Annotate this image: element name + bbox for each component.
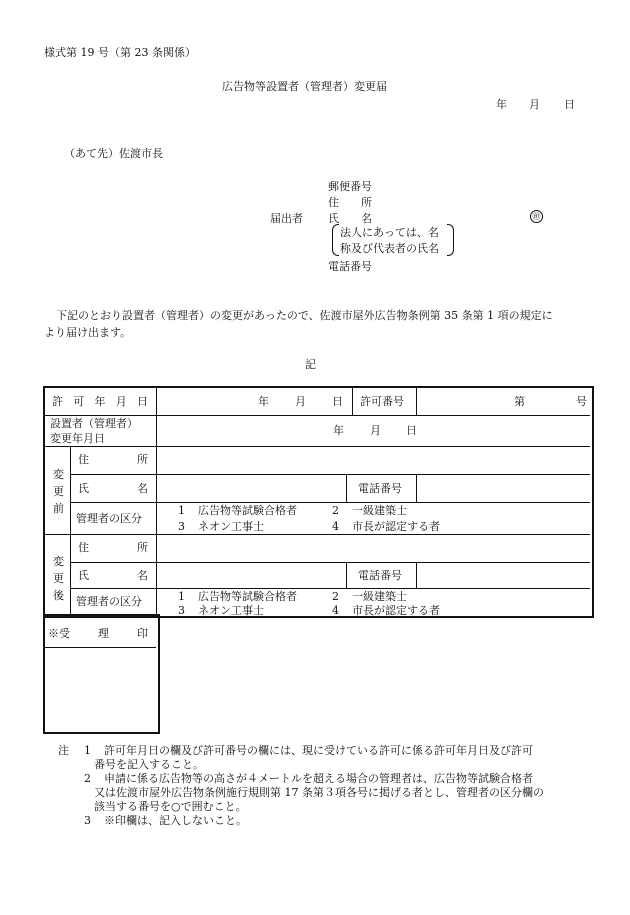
- note-2-line2: 又は佐渡市屋外広告物条例施行規則第 17 条第３項各号に掲げる者とし、管理者の区分欄の: [94, 786, 544, 799]
- after-cat-3-text: ネオン工事士: [198, 604, 264, 617]
- phone-label: 電話番号: [328, 260, 372, 273]
- permit-day: 日: [332, 395, 343, 408]
- before-cat-1-text: 広告物等試験合格者: [198, 504, 297, 517]
- corp-note-line1: 法人にあっては、名: [340, 226, 439, 239]
- bracket-right: [447, 224, 454, 256]
- note-3-num: 3: [84, 814, 91, 827]
- corp-note-line2: 称及び代表者の氏名: [340, 242, 439, 255]
- permit-number-label: 許可番号: [360, 395, 404, 408]
- note-2-line1: 申請に係る広告物等の高さが４メートルを超える場合の管理者は、広告物等試験合格者: [104, 772, 533, 785]
- before-cat-2-text: 一級建築士: [352, 504, 407, 517]
- after-cat-3-num: 3: [178, 604, 185, 617]
- note-2-line3: 該当する番号を○で囲むこと。: [94, 800, 247, 813]
- after-cat-2-num: 2: [332, 590, 339, 603]
- ki-heading: 記: [305, 358, 316, 371]
- seal-mark: ㊞: [530, 210, 543, 223]
- change-date-label-2: 変更年月日: [50, 432, 105, 445]
- permit-date-label: 許 可 年 月 日: [52, 395, 148, 408]
- body-line1: 下記のとおり設置者（管理者）の変更があったので、佐渡市屋外広告物条例第 35 条第 1 項の規定に: [56, 309, 553, 322]
- before-address-label: 住 所: [78, 453, 148, 466]
- before-cat-1-num: 1: [178, 504, 185, 517]
- after-cat-2-text: 一級建築士: [352, 590, 407, 603]
- notes-prefix: 注: [58, 744, 69, 757]
- change-year: 年: [333, 424, 344, 437]
- date-year: 年: [496, 98, 507, 111]
- change-date-label-1: 設置者（管理者）: [50, 417, 138, 430]
- bracket-left: [332, 224, 339, 256]
- permit-month: 月: [295, 395, 306, 408]
- change-month: 月: [370, 424, 381, 437]
- after-cat-4-text: 市長が認定する者: [352, 604, 440, 617]
- before-cat-2-num: 2: [332, 504, 339, 517]
- before-cat-3-text: ネオン工事士: [198, 520, 264, 533]
- addressee: （あて先）佐渡市長: [64, 147, 163, 160]
- applicant-label: 届出者: [270, 212, 303, 225]
- before-label: 変 更 前: [53, 468, 64, 515]
- before-name-label: 氏 名: [78, 482, 148, 495]
- after-address-label: 住 所: [78, 541, 148, 554]
- body-line2: より届け出ます。: [44, 326, 132, 339]
- receipt-label: ※受 理 印: [48, 627, 148, 640]
- note-2-num: 2: [84, 772, 91, 785]
- before-cat-3-num: 3: [178, 520, 185, 533]
- postal-code-label: 郵便番号: [328, 180, 372, 193]
- permit-number-go: 号: [576, 395, 587, 408]
- form-title: 広告物等設置者（管理者）変更届: [222, 80, 387, 93]
- address-label: 住 所: [328, 196, 372, 209]
- permit-number-dai: 第: [514, 395, 525, 408]
- after-cat-4-num: 4: [332, 604, 339, 617]
- name-label: 氏 名: [328, 212, 372, 225]
- after-phone-label: 電話番号: [358, 569, 402, 582]
- date-day: 日: [564, 98, 575, 111]
- after-name-label: 氏 名: [78, 569, 148, 582]
- date-month: 月: [529, 98, 540, 111]
- after-category-label: 管理者の区分: [76, 595, 142, 608]
- after-label: 変 更 後: [53, 555, 64, 602]
- before-phone-label: 電話番号: [358, 482, 402, 495]
- form-number: 様式第 19 号（第 23 条関係）: [44, 46, 196, 59]
- note-3-line1: ※印欄は、記入しないこと。: [104, 814, 247, 827]
- note-1-num: 1: [84, 744, 91, 757]
- before-category-label: 管理者の区分: [76, 512, 142, 525]
- before-cat-4-text: 市長が認定する者: [352, 520, 440, 533]
- after-cat-1-num: 1: [178, 590, 185, 603]
- note-1-line2: 番号を記入すること。: [94, 758, 204, 771]
- change-day: 日: [406, 424, 417, 437]
- permit-year: 年: [258, 395, 269, 408]
- note-1-line1: 許可年月日の欄及び許可番号の欄には、現に受けている許可に係る許可年月日及び許可: [104, 744, 533, 757]
- after-cat-1-text: 広告物等試験合格者: [198, 590, 297, 603]
- before-cat-4-num: 4: [332, 520, 339, 533]
